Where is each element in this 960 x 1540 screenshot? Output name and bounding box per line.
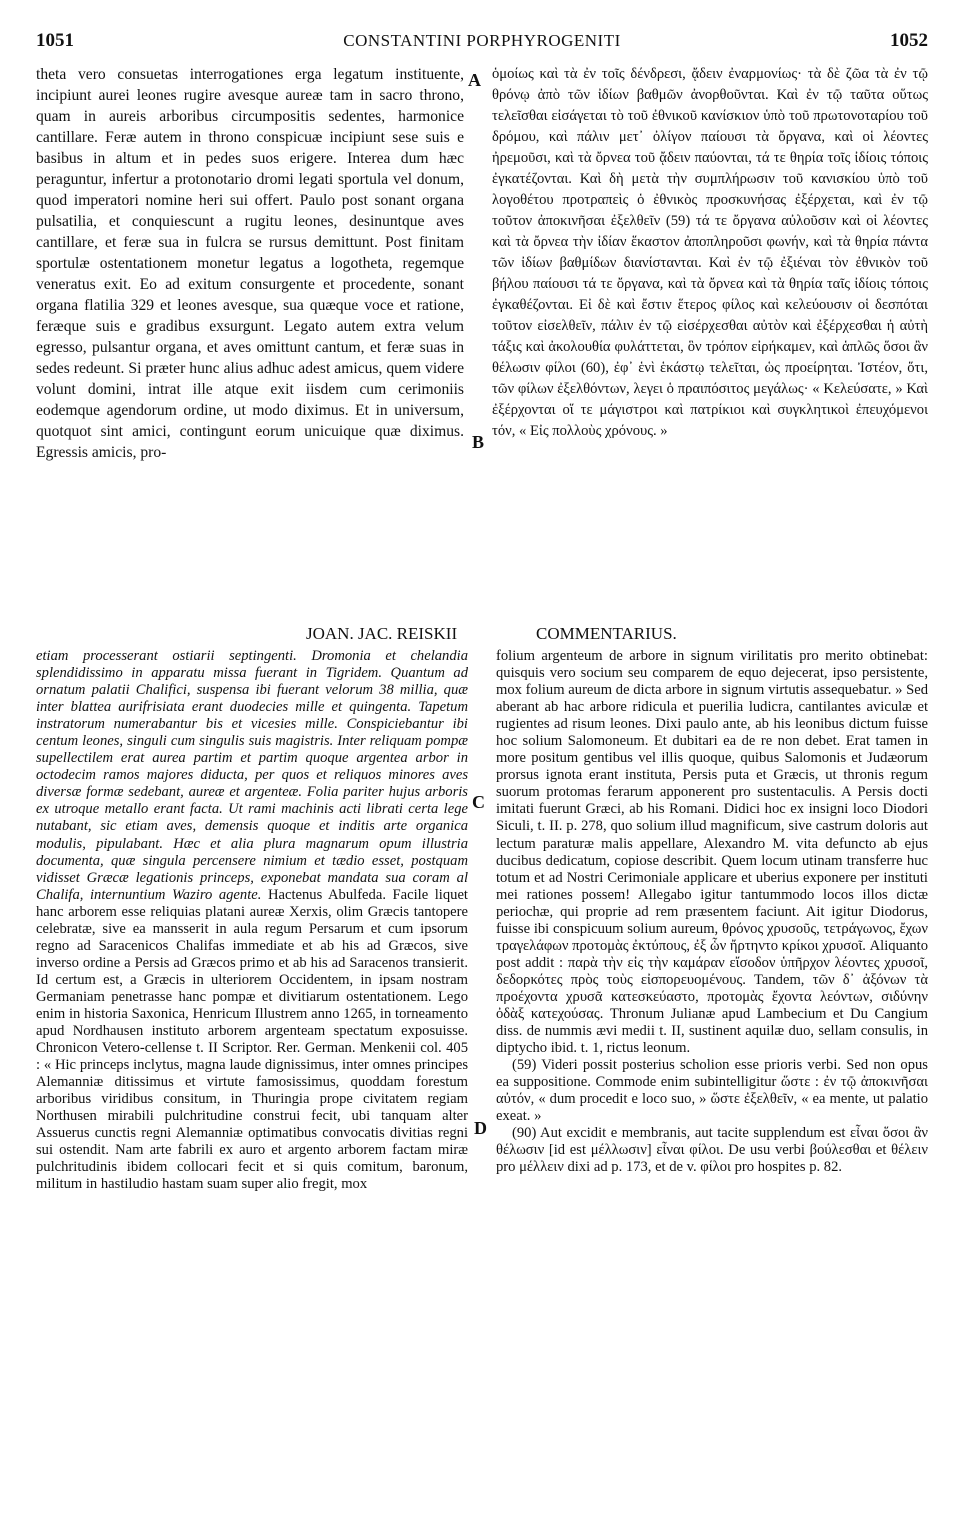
page-number-left: 1051	[36, 30, 74, 51]
commentary-heading	[36, 624, 928, 646]
footnote-59: (59) Videri possit posterius scholion esse prioris verbi. Sed non opus ea suppositione. Commode enim subintelligitur ὥστε : ἐν τῷ ἀποκινῆσαι αὐτόν, « dum procedit e loco suo, » ὥστε ἐξελθεῖν, « ea mente, ut palatio exeat. »	[496, 1057, 928, 1125]
page-header	[36, 30, 928, 56]
commentary-heading-title: COMMENTARIUS.	[536, 624, 677, 643]
commentary-text-left: Hactenus Abulfeda. Facile liquet hanc arborem esse reliquias platani aureæ Xerxis, olim Græcis tantopere celebratæ, sive ea mansserit in aula regum Persarum et cum ipsorum regno ad Saracenicos Chalifas immediate et ab his ad Græcos, sive inverso ordine a Persis ad Græcos primo et ab his ad Saracenos transierit. Id certum est, a Græcis in ulteriorem Occidentem, in ipsam nostram Germaniam penetrasse hanc pompæ et divitiarum ostentationem. Lego enim in historia Saxonica, Henricum Illustrem anno 1265, in torneamento apud Nordhausen instituto arborem argenteam spectatum exposuisse. Chronicon Vetero-cellense t. II Scriptor. Rer. German. Menkenii col. 405 : « Hic princeps inclytus, magna laude dignissimus, inter omnes principes Alemanniæ ditissimus et virtute famosissimus, quoddam forestum arboribus viridibus consitum, in Thuringia prope civitatem regiam Northusen mirabili pulchritudine construi fecit, ubi tanquam alter Assuerus cunctis regni Alemanniæ optimatibus convocatis divitias regni sui ostendit. Nam arte fabrili ex auro et argento arborem factam miræ pulchritudinis ibidem collocari fecit et si quis comitum, baronum, militum in hastiludio hastam suam super alio fregit, mox	[36, 886, 468, 1193]
page-number-right: 1052	[890, 30, 928, 51]
commentary-left-column	[36, 648, 468, 1528]
margin-mark-d: D	[474, 1118, 487, 1138]
latin-text: theta vero consuetas interrogationes erga legatum instituente, incipiunt aurei leones rugire avesque aureæ tam in sacro throno, quam in aureis arboribus circumpositis sedentes, harmonice cantillare. Feræ autem in throno conspicuæ incipiunt sese suis e basibus in altum et in pedes suos erigere. Interea dum hæc peraguntur, infertur a protonotario dromi legati sportula vel donum, quod imperatori nomine heri sui offert. Paulo post sonant organa pulsatilia, et conquiescunt a rugitu leones, desinuntque aves cantillare, et feræ sua in fulcra se rursus demittunt. Post finitam sportulæ ostentationem monetur legatus a logotheta, regemque veneratus exit. Eo ad exitum consurgente et procedente, sonant organa flatilia 329 et leones avesque, sua quæque voce et ratione, feræque suis e gradibus exsurgunt. Legato autem extra velum egresso, pulsantur organa, et aves omittunt cantum, et feræ suas in sedes redeunt. Si præter hunc alius adhuc adest amicus, quem videre volunt domini, intrat ille atque exit iisdem cum cerimoniis eodemque agendorum ordine, ut modo diximus. Et in universum, quotquot sint amici, contingunt eorum unicuique quæ diximus. Egressis amicis, pro-	[36, 66, 464, 461]
greek-text-column	[492, 64, 928, 624]
commentary-quotation: etiam processerant ostiarii septingenti. Dromonia et chelandia splendidissimo in apparatu missa fuerant in Tigridem. Quantum ad ornatum palatii Chalifici, suspensa ibi fuerant velorum 38 millia, quæ inter blattea aurifrisiata erant duodecies mille et quingenta. Tapetum instratorum numerabantur bis et vicesies mille. Conspiciebantur ibi centum leones, singuli cum singulis suis magistris. Inter reliquam pompæ supellectilem erat aurea partim et partim quoque argentea arbor in octodecim ramos majores diducta, per quos et reliquos minores aves diversæ formæ sedebant, aureæ et argenteæ. Folia pariter hujus arboris ex utroque metallo erant facta. Ut rami machinis acti librati certa lege nutabant, sic etiam aves, demensis quoque et inditis arte organica modulis, pipulabant. Hæc et alia plura magnarum opum illustria documenta, quæ singula percensere nimium et tædio esset, postquam vidisset Græcæ legationis princeps, exponebat mandata sua coram al Chalifa, internuntium Waziro agente.	[36, 648, 468, 903]
margin-mark-b: B	[472, 432, 485, 452]
running-title: CONSTANTINI PORPHYROGENITI	[343, 31, 621, 50]
margin-mark-a: A	[468, 70, 481, 90]
commentary-heading-author: JOAN. JAC. REISKII	[306, 624, 458, 643]
commentary-text-right: folium argenteum de arbore in signum virilitatis pro merito obtinebat: quisquis vero socium seu comparem de equo dejecerat, ipso persistente, mox folium aureum de dicta arbore in signum virtutis assequebatur. » Sed aberant ab hac arbore ridicula et puerilia ludicra, cantilantes aviculæ et rugientes ad risum leones. Dixi paulo ante, ab his leonibus dictum fuisse hoc solium Salomoneum. Et dubitari ea de re non debet. Erat tamen in more positum gentibus vel illis quoque, quibus Salomonis et Judæorum prorsus ignota erant instituta, Persis puta et Græcis, ut thronis regum suorum protomas ferarum apponerent pro sustentaculis. A Persis docti imitati fuerunt Græci, ab his Romani. Didici hoc ex insigni loco Diodori Siculi, t. II. p. 278, quo solium illud magnificum, sive castrum doloris aut lectum paraturæ malis appellare, Alexandro M. vita defuncto ab ejus ducibus dedicatum, copiose describit. Quem locum utinam transferre huc totum et ad Nostri Cerimoniale applicare et uberius exponere per instituti mei rationes possem! Allegabo igitur tantummodo locos illos dictæ periochæ, qui proprie ad rem præsentem faciunt. Ait igitur Diodorus, fuisse ibi conspicuum solium aureum, θρόνος χρυσοῦς, τετράγωνος, ἔχων τραγελάφων προτομὰς ἐκτύπους, ἐξ ὧν ἤρτηντο κρίκοι χρυσοῖ. Aliquanto post addit : παρὰ τὴν εἰς τὴν καμάραν εἴσοδον ὑπῆρχον λέοντες χρυσοῖ, δεδορκότες πρὸς τοὺς εἰσπορευομένους. Tandem, τῶν δ᾽ ἀξόνων τὰ προέχοντα χρυσᾶ κατεσκεύαστο, προτομὰς ἔχοντα λεόντων, σιδύνην ὀδὰξ κατεχούσας. Thronum Julianæ apud Lambecium et Du Cangium diss. de nummis ævi medii t. II, sustinent aquilæ duo, sellam consulis, in diptycho ibid. t. 1, rictus leonum.	[496, 648, 928, 1057]
margin-mark-c: C	[472, 792, 485, 812]
commentary-right-column	[496, 648, 928, 1528]
footnote-60: (90) Aut excidit e membranis, aut tacite supplendum est εἶναι ὅσοι ἂν θέλωσιν [id est μέλλωσιν] εἶναι φίλοι. De usu verbi βούλεσθαι et θέλειν pro μέλλειν dixi ad p. 173, et de v. φίλοι pro hospites p. 82.	[496, 1125, 928, 1176]
greek-text: ὁμοίως καὶ τὰ ἐν τοῖς δένδρεσι, ᾄδειν ἐναρμονίως· τὰ δὲ ζῶα τὰ ἐν τῷ θρόνῳ ἀπὸ τῶν ἰδίων βαθμῶν ἀνορθοῦνται. Καὶ ἐν τῷ ταῦτα οὕτως τελεῖσθαι εἰσάγεται τὸ τοῦ ἐθνικοῦ κανίσκιον ὑπὸ τοῦ πρωτονοταρίου τοῦ δρόμου, καὶ πάλιν μετ᾽ ὀλίγον παίουσι τὰ ὄργανα, καὶ οἱ λέοντες ἠρεμοῦσι, καὶ τὰ ὄρνεα τοῦ ᾄδειν παύονται, τά τε θηρία τοῖς ἰδίοις τόποις ἐγκατέζονται. Καὶ δὴ μετὰ τὴν συμπλήρωσιν τοῦ κανισκίου ὑπὸ τοῦ λογοθέτου προτραπεὶς ὁ ἐθνικὸς προσκυνήσας ἐξέρχεται, καὶ ἐν τῷ τοῦτον ἀποκινῆσαι ἐξελθεῖν (59) τά τε ὄργανα αὐλοῦσιν καὶ οἱ λέοντες καὶ τὰ ὄρνεα τὴν ἰδίαν ἕκαστον ἀποπληροῦσι φωνήν, καὶ τὰ θηρία πάντα τῶν ἰδίων βαθμίδων διανίστανται. Καὶ ἐν τῷ ἐξιέναι τὸν ἐθνικὸν τοῦ βήλου παίουσι τά τε ὄργανα, καὶ τὰ ὄρνεα καὶ τὰ θηρία ταῖς ἰδίοις τόποις ἐγκαθέζονται. Εἰ δὲ καὶ ἔστιν ἕτερος φίλος καὶ κελεύουσιν οἱ δεσπόται τοῦτον εἰσελθεῖν, πάλιν ἐν τῷ εἰσέρχεσθαι αὐτὸν καὶ ἐξέρχεσθαι ἡ αὐτὴ τάξις καὶ ἀκολουθία φυλάττεται, ὃν τρόπον εἰρήκαμεν, καὶ ἁπλῶς ὅσοι ἂν θέλωσιν φίλοι (60), ἐφ᾽ ἑνὶ ἑκάστῳ τελεῖται, ὡς προείρηται. Ἰστέον, ὅτι, τῶν φίλων ἐξελθόντων, λεγει ὁ πραιπόσιτος μεγάλως· « Κελεύσατε, » Καὶ ἐξέρχονται οἵ τε μάγιστροι καὶ πατρίκιοι καὶ συγκλητικοὶ ἐπευχόμενοι τόν, « Εἰς πολλοὺς χρόνους. »	[492, 66, 928, 439]
latin-text-column	[36, 64, 464, 624]
